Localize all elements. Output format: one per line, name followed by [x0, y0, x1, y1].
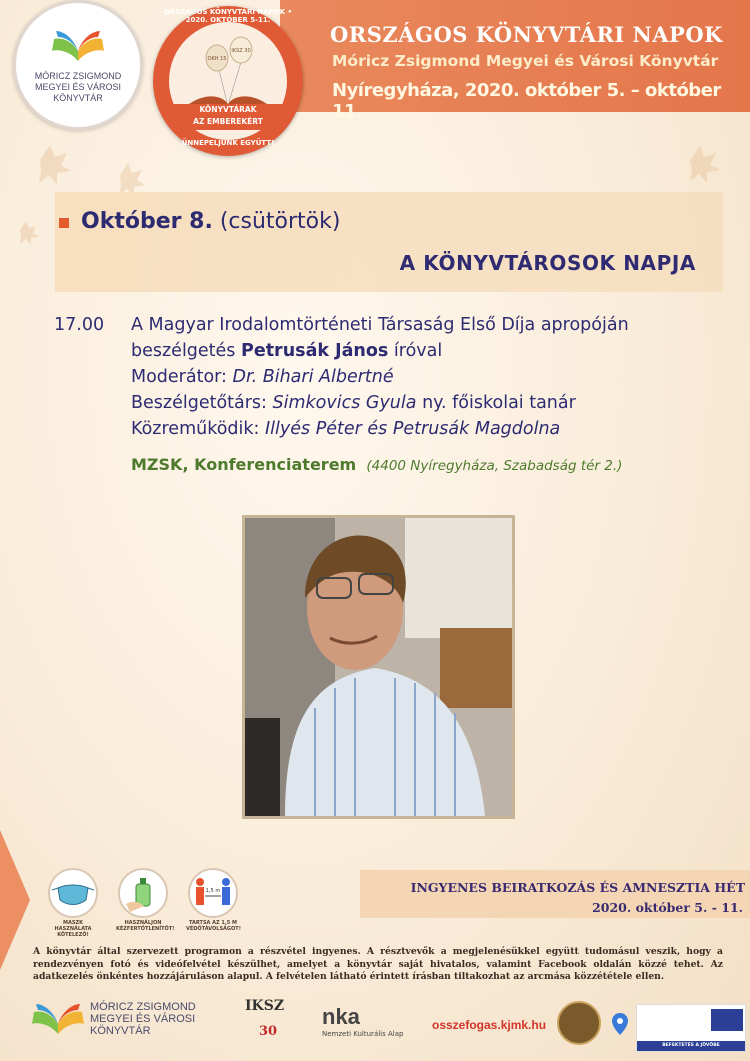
- badge-bottom-text: ÜNNEPELJÜNK EGYÜTT!: [181, 139, 275, 147]
- program-line-2: beszélgetés Petrusák János íróval: [131, 341, 443, 361]
- speaker-photo: [242, 515, 515, 819]
- open-book-icon: [50, 25, 106, 65]
- nka-logo: nka Nemzeti Kulturális Alap: [322, 1004, 404, 1038]
- leaf-icon: [690, 146, 720, 183]
- logo-line2: MEGYEI ÉS VÁROSI: [34, 82, 122, 92]
- website-link[interactable]: osszefogas.kjmk.hu: [432, 1018, 547, 1032]
- event-time: 17.00: [54, 315, 105, 335]
- date-band: [55, 192, 723, 292]
- seal-logo: [557, 1001, 601, 1045]
- mask-pictogram: MASZK HASZNÁLATA KÖTELEZŐ!: [46, 868, 100, 938]
- face-mask-icon: [50, 870, 96, 916]
- header-title: ORSZÁGOS KÖNYVTÁRI NAPOK: [330, 22, 723, 47]
- sanitizer-pictogram: HASZNÁLJON KÉZFERTŐTLENÍTŐT!: [116, 868, 170, 932]
- decorative-triangle: [0, 830, 30, 970]
- balloon1-text: OKH 15: [207, 56, 227, 62]
- header-dates: Nyíregyháza, 2020. október 5. – október 11.: [332, 80, 721, 122]
- safety-pictograms: [46, 868, 244, 938]
- distance-pictogram: 1,5 m TARTSA AZ 1,5 M VÉDŐTÁVOLSÁGOT!: [186, 868, 240, 932]
- library-book-logo-icon: [28, 998, 88, 1038]
- leaf-icon: [39, 145, 71, 185]
- event-title: A KÖNYVTÁROSOK NAPJA: [399, 251, 696, 275]
- free-week-dates: 2020. október 5. - 11.: [592, 900, 743, 915]
- library-logo: [13, 0, 143, 130]
- header-band: [280, 0, 750, 122]
- header-library: Móricz Zsigmond Megyei és Városi Könyvtár: [332, 52, 719, 70]
- portrait-illustration: [245, 518, 512, 816]
- eu-flag-icon: [711, 1009, 743, 1031]
- program-line-1: A Magyar Irodalomtörténeti Társaság Első Díja apropóján: [131, 315, 629, 335]
- bullet-square-icon: [59, 218, 69, 228]
- privacy-notice: A könyvtár által szervezett programon a részvétel ingyenes. A résztvevők a megjelenésükkel együtt tudomásul veszik, hogy a rendezvényen fotó és videófelvétel készülhet, amelyet a könyvtár saját hivatalos, valamint Facebook oldalán közzé tehet. Az adatkezelés önkéntes hozzájáruláson alapul. A felvételen látható érintett írásban tiltakozhat az arcmása közzététele ellen.: [33, 946, 723, 982]
- venue: MZSK, Konferenciaterem (4400 Nyíregyháza, Szabadság tér 2.): [131, 455, 623, 474]
- hand-sanitizer-icon: [120, 870, 166, 916]
- event-badge: [153, 6, 303, 156]
- iksz-logo: IKSZ 30: [245, 998, 285, 1039]
- footer-logos: [0, 990, 750, 1061]
- social-distance-icon: [190, 870, 236, 916]
- eu-funding-logo: BEFEKTETÉS A JÖVŐBE: [636, 1004, 746, 1052]
- contributors-line: Közreműködik: Illyés Péter és Petrusák Magdolna: [131, 419, 561, 439]
- free-week-title: INGYENES BEIRATKOZÁS ÉS AMNESZTIA HÉT: [410, 880, 745, 895]
- event-date: Október 8. (csütörtök): [81, 209, 341, 234]
- free-enrollment-band: [360, 870, 750, 918]
- leaf-icon: [20, 221, 39, 245]
- footer-library-name: MÓRICZ ZSIGMOND MEGYEI ÉS VÁROSI KÖNYVTÁR: [90, 1001, 196, 1037]
- moderator-line: Moderátor: Dr. Bihari Albertné: [131, 367, 394, 387]
- logo-line1: MÓRICZ ZSIGMOND: [34, 71, 122, 81]
- badge-ribbon: KÖNYVTÁRAK AZ EMBEREKÉRT: [171, 104, 285, 130]
- partner-line: Beszélgetőtárs: Simkovics Gyula ny. főiskolai tanár: [131, 393, 576, 413]
- balloons-book-icon: [183, 32, 273, 112]
- balloon2-text: IKSZ 30: [231, 48, 251, 54]
- badge-ring-text: ORSZÁGOS KÖNYVTÁRI NAPOK • 2020. OKTÓBER 5-11.: [163, 8, 293, 24]
- logo-line3: KÖNYVTÁR: [53, 93, 103, 103]
- svg-text:1,5 m: 1,5 m: [205, 888, 221, 894]
- location-pin-icon: [611, 1012, 629, 1036]
